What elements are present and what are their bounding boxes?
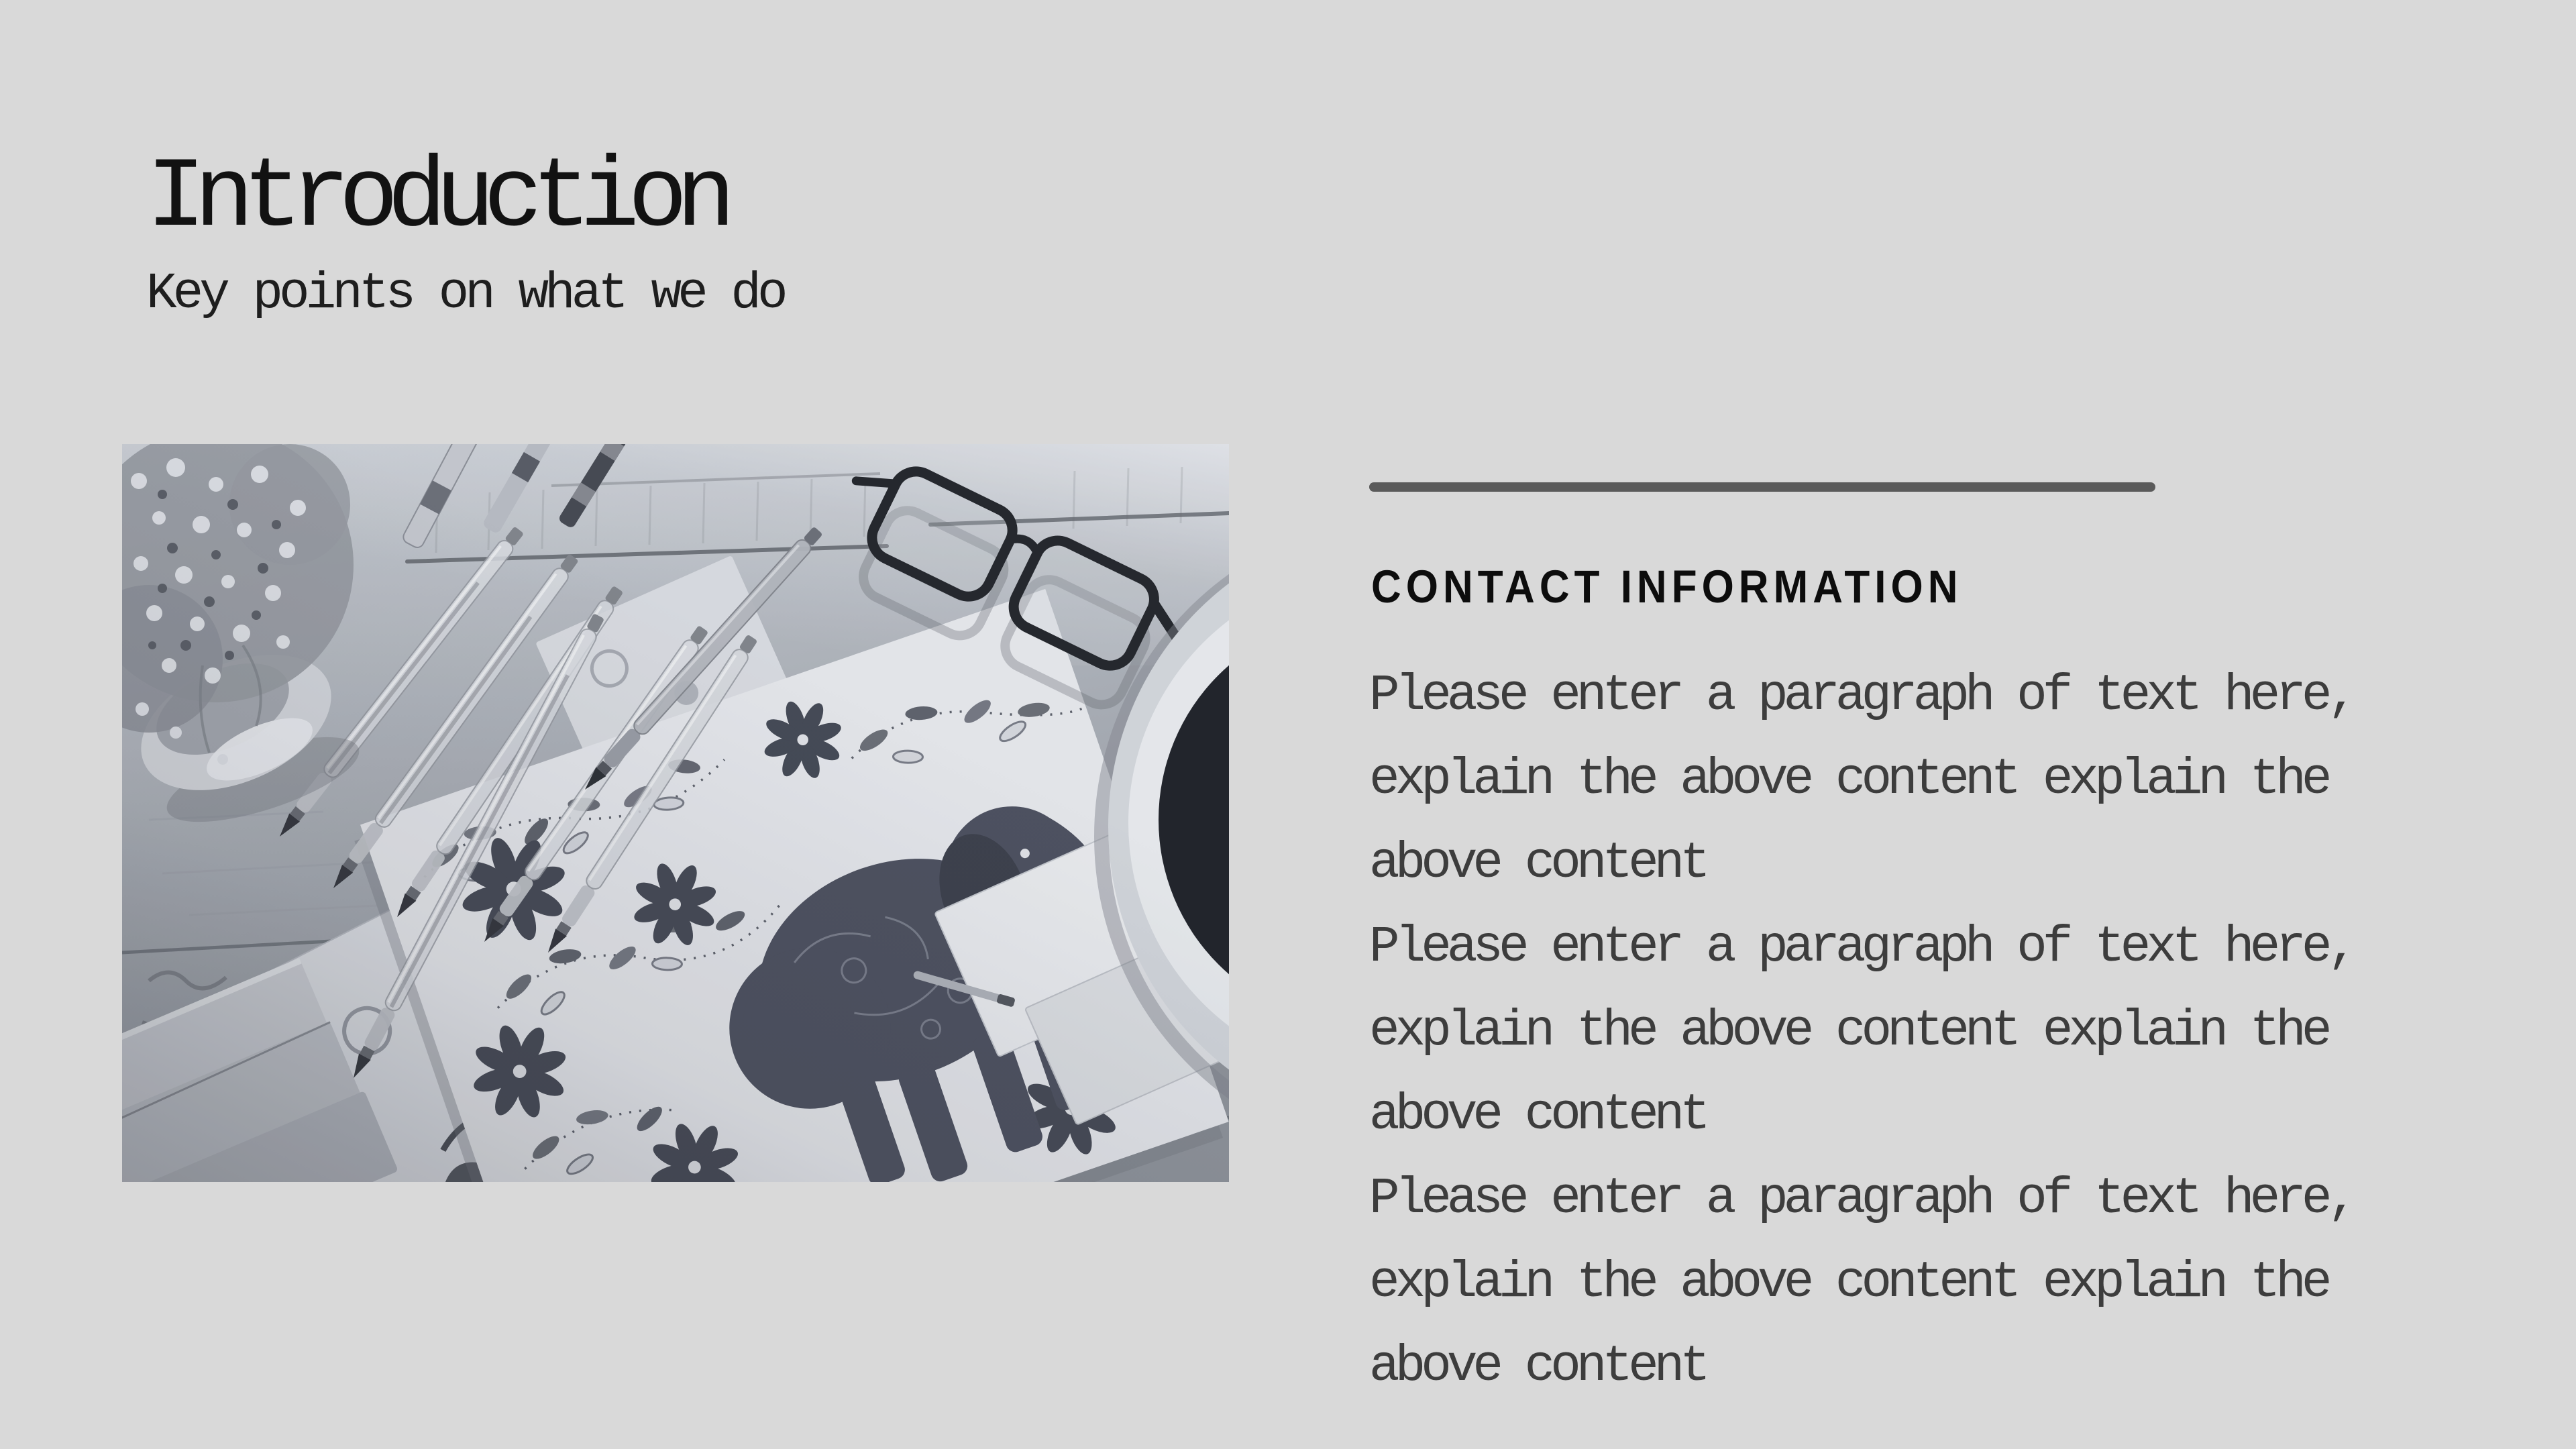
contact-section-heading: CONTACT INFORMATION xyxy=(1371,561,1963,613)
body-paragraph: Please enter a paragraph of text here, explain the above content explain the above content xyxy=(1369,667,2354,892)
body-paragraph: Please enter a paragraph of text here, explain the above content explain the above content xyxy=(1369,1170,2354,1395)
slide-title: Introduction xyxy=(146,143,724,255)
contact-paragraphs xyxy=(1369,654,2375,1409)
divider-line xyxy=(1369,482,2155,492)
body-paragraph: Please enter a paragraph of text here, explain the above content explain the above content xyxy=(1369,918,2354,1144)
slide-subtitle: Key points on what we do xyxy=(146,265,784,323)
desk-photo xyxy=(122,444,1229,1182)
